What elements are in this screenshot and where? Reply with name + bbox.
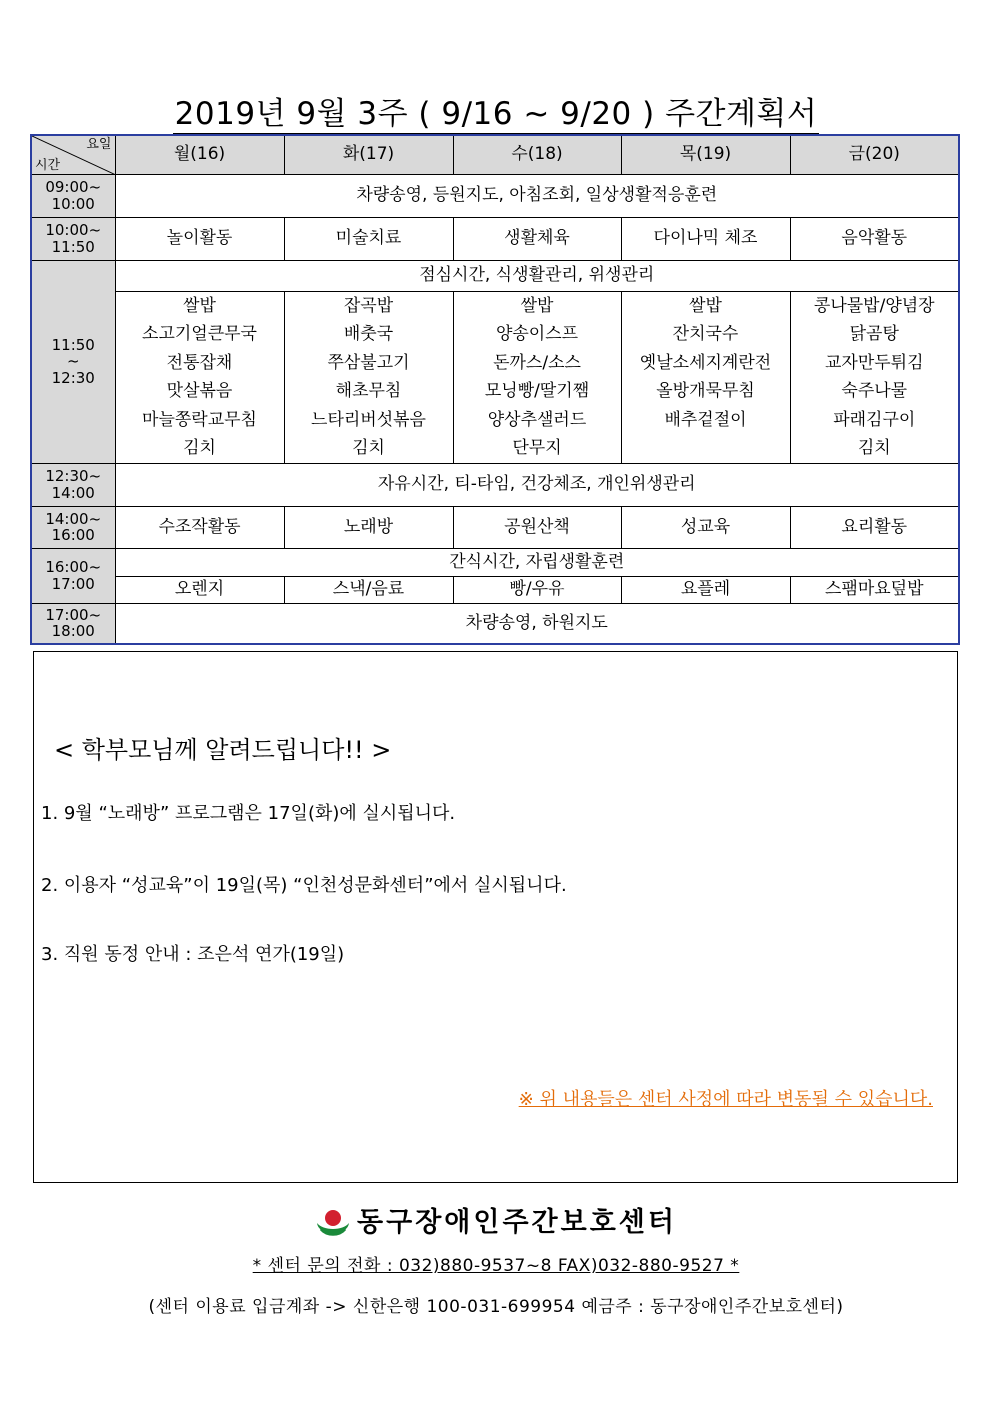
menu-row [31, 291, 959, 463]
table-row [31, 603, 959, 644]
day-header: 수(18) [453, 135, 621, 174]
notice-item: 3. 직원 동정 안내 : 조은석 연가(19일) [41, 944, 345, 965]
snack-row [31, 576, 959, 603]
page-title: 2019년 9월 3주 ( 9/16 ~ 9/20 ) 주간계획서 [0, 88, 992, 133]
notice-item: 1. 9월 “노래방” 프로그램은 17일(화)에 실시됩니다. [41, 803, 456, 824]
notice-box [33, 651, 958, 1183]
snack-cell: 스낵/음료 [284, 576, 453, 603]
table-row [31, 506, 959, 548]
activity-cell: 성교육 [621, 506, 790, 548]
contact-line: * 센터 문의 전화 : 032)880-9537~8 FAX)032-880-9527 * [252, 1256, 740, 1276]
corner-cell [31, 135, 115, 174]
table-row [31, 548, 959, 576]
activity-cell: 점심시간, 식생활관리, 위생관리 [115, 260, 959, 291]
time-cell: 09:00~ 10:00 [31, 174, 115, 217]
table-row [31, 217, 959, 260]
time-cell: 16:00~ 17:00 [31, 548, 115, 603]
menu-cell-thu: 쌀밥 잔치국수 옛날소세지계란전 올방개묵무침 배추겉절이 [621, 291, 790, 463]
activity-cell: 간식시간, 자립생활훈련 [115, 548, 959, 576]
menu-cell-wed: 쌀밥 양송이스프 돈까스/소스 모닝빵/딸기쨈 양상추샐러드 단무지 [453, 291, 621, 463]
notice-item: 2. 이용자 “성교육”이 19일(목) “인천성문화센터”에서 실시됩니다. [41, 875, 567, 896]
activity-cell: 음악활동 [790, 217, 959, 260]
table-row [31, 174, 959, 217]
activity-cell: 차량송영, 등원지도, 아침조회, 일상생활적응훈련 [115, 174, 959, 217]
time-cell: 14:00~ 16:00 [31, 506, 115, 548]
activity-cell: 공원산책 [453, 506, 621, 548]
header-row [31, 135, 959, 174]
snack-cell: 빵/우유 [453, 576, 621, 603]
activity-cell: 노래방 [284, 506, 453, 548]
corner-day-label: 요일 [86, 137, 112, 152]
time-cell: 17:00~ 18:00 [31, 603, 115, 644]
snack-cell: 스팸마요덮밥 [790, 576, 959, 603]
menu-cell-tue: 잡곡밥 배춧국 쭈삼불고기 해초무침 느타리버섯볶음 김치 [284, 291, 453, 463]
activity-cell: 수조작활동 [115, 506, 284, 548]
time-cell: 10:00~ 11:50 [31, 217, 115, 260]
activity-cell: 생활체육 [453, 217, 621, 260]
day-header: 목(19) [621, 135, 790, 174]
account-line: (센터 이용료 입금계좌 -> 신한은행 100-031-699954 예금주 : 동구장애인주간보호센터) [148, 1297, 844, 1317]
organization-name: 동구장애인주간보호센터 [0, 1200, 992, 1241]
menu-cell-fri: 콩나물밥/양념장 닭곰탕 교자만두튀김 숙주나물 파래김구이 김치 [790, 291, 959, 463]
center-logo-icon [315, 1207, 351, 1241]
menu-cell-mon: 쌀밥 소고기얼큰무국 전통잡채 맛살볶음 마늘쫑락교무침 김치 [115, 291, 284, 463]
activity-cell: 차량송영, 하원지도 [115, 603, 959, 644]
table-row [31, 463, 959, 506]
activity-cell: 미술치료 [284, 217, 453, 260]
activity-cell: 놀이활동 [115, 217, 284, 260]
time-cell: 12:30~ 14:00 [31, 463, 115, 506]
snack-cell: 요플레 [621, 576, 790, 603]
time-cell: 11:50 ~ 12:30 [31, 260, 115, 463]
table-row [31, 260, 959, 291]
notice-heading: < 학부모님께 알려드립니다!! > [54, 736, 392, 764]
day-header: 월(16) [115, 135, 284, 174]
corner-time-label: 시간 [35, 157, 61, 173]
activity-cell: 자유시간, 티-타임, 건강체조, 개인위생관리 [115, 463, 959, 506]
activity-cell: 다이나믹 체조 [621, 217, 790, 260]
notice-disclaimer: ※ 위 내용들은 센터 사정에 따라 변동될 수 있습니다. [518, 1089, 933, 1110]
activity-cell: 요리활동 [790, 506, 959, 548]
day-header: 화(17) [284, 135, 453, 174]
day-header: 금(20) [790, 135, 959, 174]
weekly-plan-table [30, 134, 960, 645]
snack-cell: 오렌지 [115, 576, 284, 603]
